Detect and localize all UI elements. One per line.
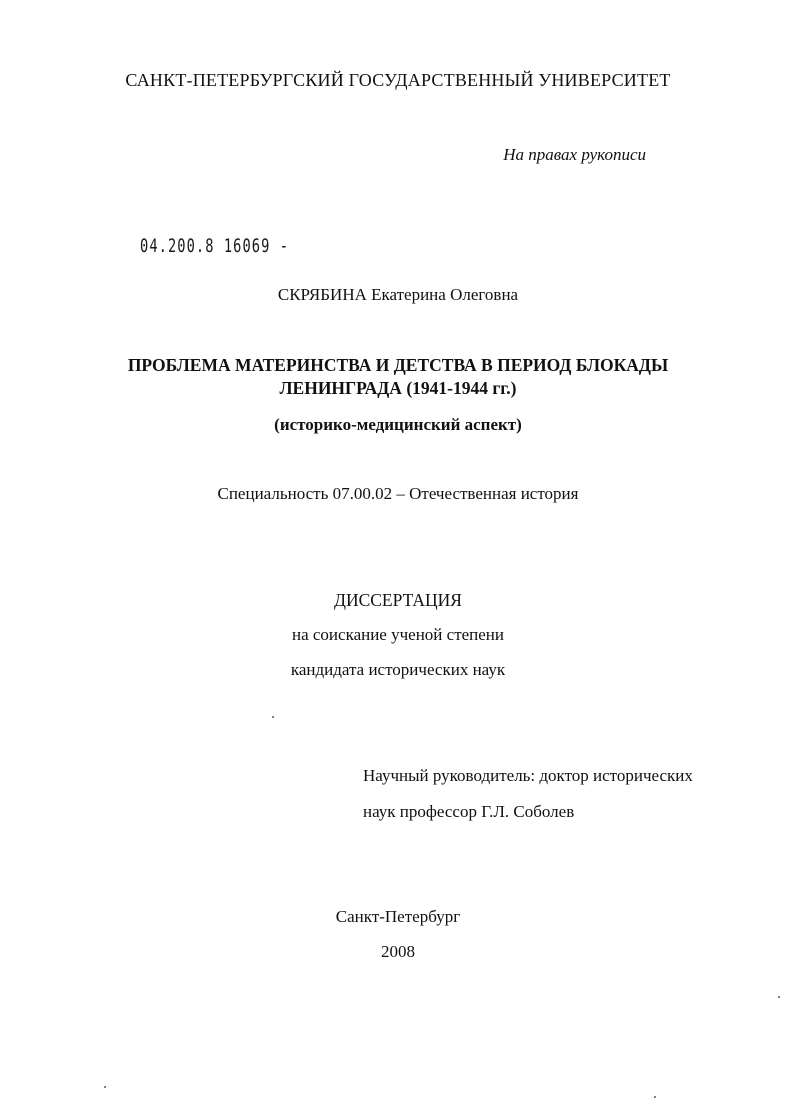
advisor-line-1: Научный руководитель: доктор исторических bbox=[363, 766, 693, 785]
year: 2008 bbox=[381, 942, 415, 961]
advisor-line-2: наук профессор Г.Л. Соболев bbox=[363, 802, 575, 821]
manuscript-note: На правах рукописи bbox=[503, 145, 646, 164]
author-name: СКРЯБИНА Екатерина Олеговна bbox=[277, 285, 519, 304]
degree-line-2: кандидата исторических наук bbox=[290, 660, 506, 679]
degree-line-1: на соискание ученой степени bbox=[291, 625, 505, 644]
dissertation-label: ДИССЕРТАЦИЯ bbox=[334, 590, 462, 610]
title-line-2: ЛЕНИНГРАДА (1941-1944 гг.) bbox=[279, 378, 517, 398]
registration-stamp: 04.200.8 16069 - bbox=[140, 235, 290, 257]
city: Санкт-Петербург bbox=[335, 907, 461, 926]
title-line-1: ПРОБЛЕМА МАТЕРИНСТВА И ДЕТСТВА В ПЕРИОД БЛОКАДЫ bbox=[127, 355, 669, 375]
university-name: САНКТ-ПЕТЕРБУРГСКИЙ ГОСУДАРСТВЕННЫЙ УНИВЕРСИТЕТ bbox=[125, 70, 671, 90]
title-subtitle: (историко-медицинский аспект) bbox=[274, 415, 522, 434]
specialty-line: Специальность 07.00.02 – Отечественная история bbox=[217, 484, 579, 503]
scan-speck bbox=[272, 716, 274, 718]
scan-speck bbox=[778, 996, 780, 998]
scan-speck bbox=[654, 1096, 656, 1098]
scan-speck bbox=[104, 1086, 106, 1088]
